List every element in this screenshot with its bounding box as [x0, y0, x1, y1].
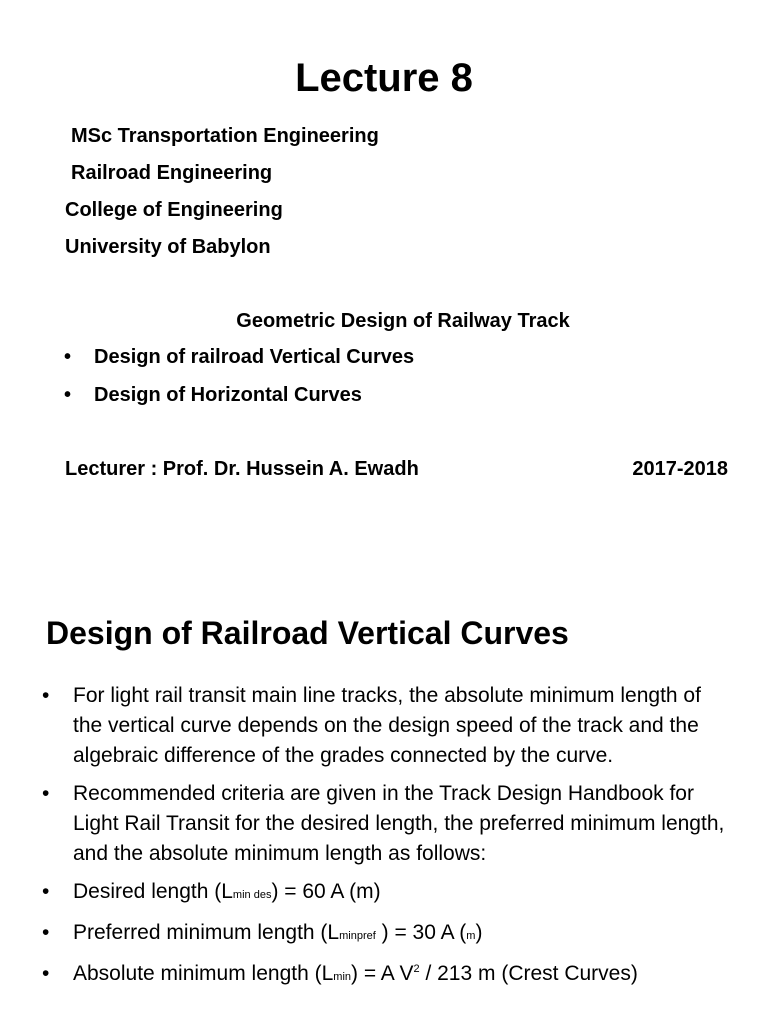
subscript: minpref [339, 930, 376, 942]
bullet-dot: • [42, 921, 50, 944]
slide-title: Design of Railroad Vertical Curves [46, 615, 569, 651]
formula-text: Preferred minimum length (L [73, 921, 340, 944]
formula-text: ) = 30 A ( [375, 921, 467, 944]
formula-text: ) [475, 921, 483, 944]
formula-text: Desired length (L [73, 880, 233, 903]
university-line: University of Babylon [65, 236, 271, 258]
academic-year: 2017-2018 [632, 458, 728, 480]
superscript: 2 [413, 963, 420, 975]
formula-text: ) = A V [351, 962, 414, 985]
bullet-dot: • [64, 346, 72, 368]
topic-bullet-horizontal [64, 384, 362, 407]
lecturer-line: Lecturer : Prof. Dr. Hussein A. Ewadh [65, 458, 419, 480]
formula-text: Absolute minimum length (L [73, 962, 334, 985]
program-line: MSc Transportation Engineering [71, 125, 379, 147]
bullet-dot: • [64, 384, 72, 406]
topic-heading: Geometric Design of Railway Track [236, 310, 570, 332]
bullet-text: Design of Horizontal Curves [94, 384, 362, 406]
paragraph-text: For light rail transit main line tracks, the absolute minimum length of the vertical curve depends on the design speed of the track and the algebraic difference of the grades connected by the curve. [73, 684, 701, 767]
bullet-dot: • [42, 962, 50, 985]
paragraph-text: Recommended criteria are given in the Track Design Handbook for Light Rail Transit for the desired length, the preferred minimum length, and the absolute minimum length as follows: [73, 782, 725, 865]
bullet-dot: • [42, 880, 50, 903]
list-item-desired-length [42, 877, 732, 910]
lecture-title: Lecture 8 [295, 56, 473, 100]
list-item [42, 681, 732, 771]
list-item [42, 779, 732, 869]
list-item-preferred-length [42, 918, 732, 951]
bullet-list [42, 681, 732, 1000]
bullet-dot: • [42, 684, 50, 707]
bullet-text: Design of railroad Vertical Curves [94, 346, 415, 368]
bullet-dot: • [42, 782, 50, 805]
subscript: min [333, 971, 352, 983]
subscript: m [466, 930, 476, 942]
subscript: min des [232, 889, 272, 901]
course-line: Railroad Engineering [71, 162, 273, 184]
formula-text: / 213 m (Crest Curves) [419, 962, 638, 985]
formula-text: ) = 60 A (m) [271, 880, 381, 903]
topic-bullet-vertical [64, 346, 414, 369]
content-slide [0, 585, 768, 1024]
list-item-absolute-length [42, 959, 732, 992]
college-line: College of Engineering [65, 199, 283, 221]
